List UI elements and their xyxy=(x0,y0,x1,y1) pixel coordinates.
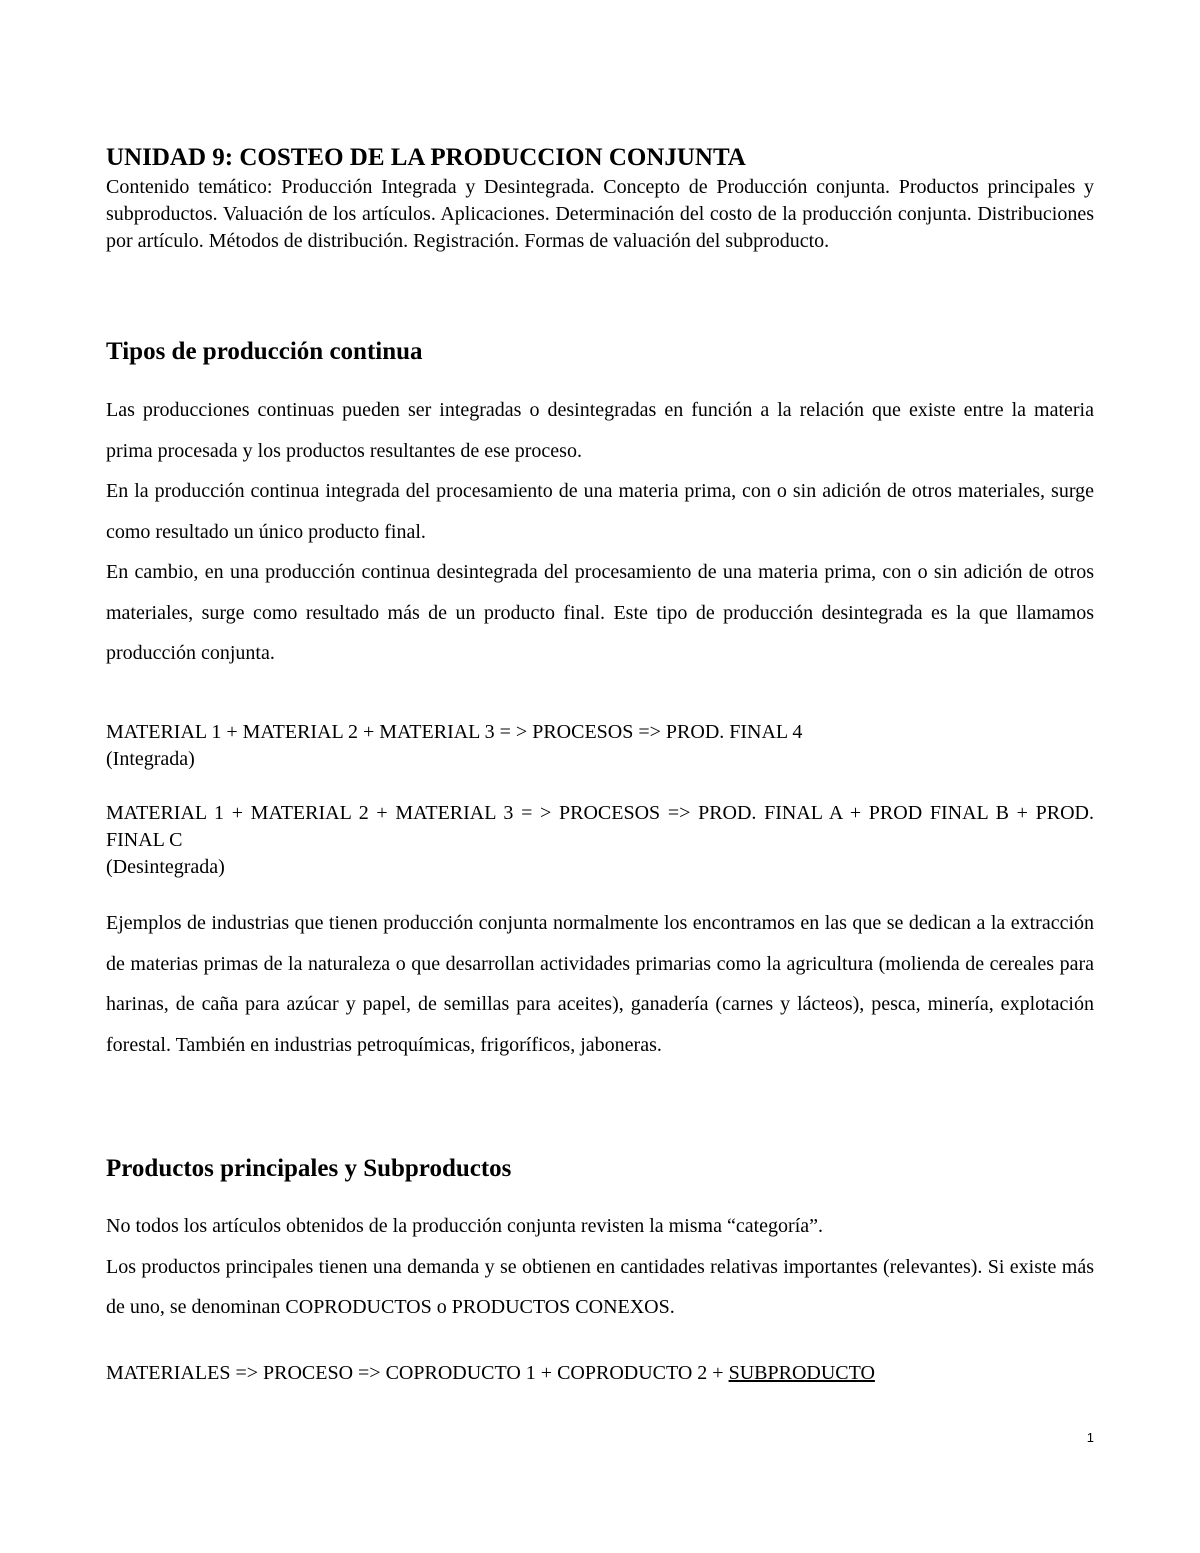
examples-paragraph: Ejemplos de industrias que tienen producción conjunta normalmente los encontramos en las que se dedican a la extracción de materias primas de la naturaleza o que desarrollan actividades primarias como la agricultura (molienda de cereales para harinas, de caña para azúcar y papel, de semillas para aceites), ganadería (carnes y lácteos), pesca, minería, explotación forestal. También en industrias petroquímicas, frigoríficos, jaboneras. xyxy=(106,912,1094,1056)
formula-integrated: MATERIAL 1 + MATERIAL 2 + MATERIAL 3 = > PROCESOS => PROD. FINAL 4 xyxy=(106,721,803,743)
formula-integrated-label: (Integrada) xyxy=(106,748,195,770)
formula-integrated-block xyxy=(106,719,1094,773)
section-heading-tipos: Tipos de producción continua xyxy=(106,338,423,365)
formula-subproduct: SUBPRODUCTO xyxy=(728,1362,875,1384)
formula-disintegrated-block xyxy=(106,800,1094,881)
document-title: UNIDAD 9: COSTEO DE LA PRODUCCION CONJUNTA xyxy=(106,144,746,171)
paragraph: Los productos principales tienen una demanda y se obtienen en cantidades relativas importantes (relevantes). Si existe más de uno, se denominan COPRODUCTOS o PRODUCTOS CONEXOS. xyxy=(106,1255,1094,1318)
paragraph: En la producción continua integrada del procesamiento de una materia prima, con o sin adición de otros materiales, surge como resultado un único producto final. xyxy=(106,480,1094,543)
paragraph: Las producciones continuas pueden ser integradas o desintegradas en función a la relación que existe entre la materia prima procesada y los productos resultantes de ese proceso. xyxy=(106,399,1094,462)
paragraph: No todos los artículos obtenidos de la producción conjunta revisten la misma “categoría”. xyxy=(106,1215,824,1237)
document-page xyxy=(106,0,1094,1553)
formula-disintegrated: MATERIAL 1 + MATERIAL 2 + MATERIAL 3 = > PROCESOS => PROD. FINAL A + PROD FINAL B + PROD. FINAL C xyxy=(106,802,1094,851)
formula-coproducts-text: MATERIALES => PROCESO => COPRODUCTO 1 + COPRODUCTO 2 + xyxy=(106,1362,729,1384)
section-body-tipos xyxy=(106,390,1094,674)
paragraph: En cambio, en una producción continua desintegrada del procesamiento de una materia prima, con o sin adición de otros materiales, surge como resultado más de un producto final. Este tipo de producción desintegrada es la que llamamos producción conjunta. xyxy=(106,561,1094,664)
page-number: 1 xyxy=(1086,1430,1094,1445)
section-body-productos xyxy=(106,1206,1094,1328)
section-heading-productos: Productos principales y Subproductos xyxy=(106,1155,512,1182)
content-summary: Contenido temático: Producción Integrada y Desintegrada. Concepto de Producción conjunta. Productos principales y subproductos. Valuación de los artículos. Aplicaciones. Determinación del costo de la producción conjunta. Distribuciones por artículo. Métodos de distribución. Registración. Formas de valuación del subproducto. xyxy=(106,176,1094,252)
formula-disintegrated-label: (Desintegrada) xyxy=(106,856,225,878)
formula-coproducts xyxy=(106,1360,1094,1387)
